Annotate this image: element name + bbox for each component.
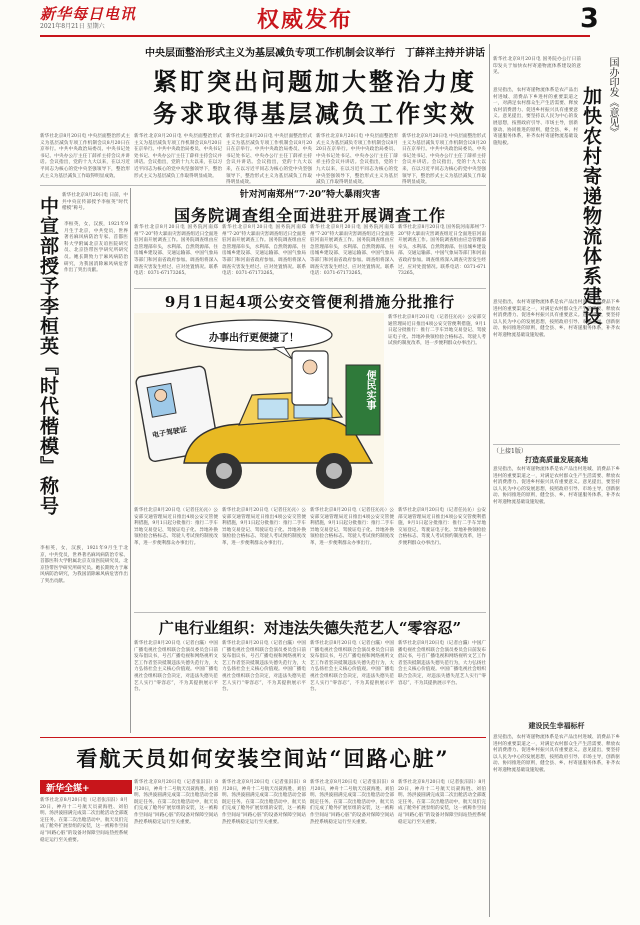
story3-col2: 新华社北京8月20日电（记者任沁沁）公安部交通管理局近日推出4项公安交管便利措施，9月1日起分批推行：推行二手车异地交易登记、驾驶证电子化、异地补换领检验合格标志、驾驶人考试预约制度改革，进一步便利群众办事出行。 (222, 508, 306, 546)
cartoon-illustration (134, 313, 384, 505)
story1-title-line1: 紧盯突出问题加大整治力度 (153, 67, 477, 96)
right-column-rule (489, 44, 490, 917)
story5-col5: 新华社北京8月20日电（记者张汨汨）8月20日，神舟十二号航天员聂海胜、刘伯明、汤洪波圆满完成第二次出舱活动全部既定任务。在第二次出舱活动中，航天员们完成了舱外扩展泵组的安装，这一被称作空间站“回路心脏”的设备对保障空间站热控系统稳定运行至关重要。 (398, 780, 486, 825)
story2-title: 国务院调查组全面进驻开展调查工作 (173, 206, 446, 225)
story4-bottom-rule (40, 737, 486, 738)
story3-title: 9月1日起4项公安交管便利措施分批推行 (164, 293, 456, 311)
story3-bottom-rule (134, 612, 486, 613)
right-subhead-1: 打造高质量发展高地 (525, 455, 588, 464)
right-headline: 加快农村寄递物流体系建设 (580, 86, 602, 326)
right-body-a: 意见指出，农村寄递物流体系是农产品出村进城、消费品下乡进村的重要渠道之一，对满足农村群众生产生活需要、释放农村消费潜力、促进乡村振兴具有重要意义。意见提出，要坚持以人民为中心的发展思想，按照政府引导、市场主导，创新驱动、协同推进的原则，健全县、乡、村寄递服务体系，补齐农村寄递物流基础设施短板。 (493, 88, 578, 146)
story1-col3: 新华社北京8月20日电 中央层面整治形式主义为基层减负专项工作机制会议8月20日在京举行。中共中央政治局委员、中央书记处书记、中央办公厅主任丁薛祥主持会议并讲话。会议指出，党的十九大以来，在以习近平同志为核心的党中央坚强领导下，整治形式主义为基层减负工作取得明显成效。 (226, 134, 312, 186)
story1-col2: 新华社北京8月20日电 中央层面整治形式主义为基层减负专项工作机制会议8月20日在京举行。中共中央政治局委员、中央书记处书记、中央办公厅主任丁薛祥主持会议并讲话。会议指出，党的十九大以来，在以习近平同志为核心的党中央坚强领导下，整治形式主义为基层减负工作取得明显成效。 (134, 134, 222, 179)
cartoon-bubble-text: 办事出行更便捷了！ (209, 333, 299, 344)
paper-logo: 新华每日电讯 (40, 5, 137, 23)
page-number: 3 (580, 3, 599, 34)
masthead (0, 0, 640, 40)
story1-lead: 新华社北京8月20日电 中央层面整治形式主义为基层减负专项工作机制会议8月20日在京举行。中共中央政治局委员、中央书记处书记、中央办公厅主任丁薛祥主持会议并讲话。会议指出，党的十九大以来，在以习近平同志为核心的党中央坚强领导下，整治形式主义为基层减负工作取得明显成效。 (40, 134, 130, 179)
story5-col3: 新华社北京8月20日电（记者张汨汨）8月20日，神舟十二号航天员聂海胜、刘伯明、汤洪波圆满完成第二次出舱活动全部既定任务。在第二次出舱活动中，航天员们完成了舱外扩展泵组的安装，这一被称作空间站“回路心脏”的设备对保障空间站热控系统稳定运行至关重要。 (222, 780, 306, 825)
right-divider-1 (493, 444, 620, 445)
right-kicker: 国办印发《意见》 (607, 57, 618, 137)
story5-title: 看航天员如何安装空间站“回路心脏” (76, 746, 450, 771)
continued-mark: （上接1版） (493, 448, 527, 455)
right-dateline: 新华社北京8月20日电 国务院办公厅日前印发关于加快农村寄递物流体系建设的意见。 (493, 57, 581, 76)
left-column-rule (130, 188, 131, 733)
story1-bottom-rule (40, 185, 486, 186)
left-headline: 中宣部授予李桓英『时代楷模』称号 (37, 196, 59, 516)
story2-bottom-rule (134, 288, 486, 289)
left-body-b: 李桓英，女，汉族，1921年9月生于北京，中共党员，世界著名麻风病防治专家、首都医科大学附属北京友谊医院研究员、北京热带医学研究所研究员。她长期致力于麻风病防治研究，为我国消除麻风病危害作出了突出贡献。 (40, 546, 128, 584)
story4-col1: 新华社北京8月20日电（记者白瀛）中国广播电视社会组织联合会演员委员会日前发布倡议书，号召广播电视和网络视听文艺工作者坚决抵制违法失德失范行为，大力弘扬社会主义核心价值观。中国广播电视社会组织联合会决定，对违法失德失范艺人实行“零容忍”，不为其提供展示平台。 (134, 641, 218, 693)
story3-col-right: 新华社北京8月20日电（记者任沁沁）公安部交通管理局近日推出4项公安交管便利措施，9月1日起分批推行：推行二手车异地交易登记、驾驶证电子化、异地补换领检验合格标志、驾驶人考试预约制度改革，进一步便利群众办事出行。 (388, 315, 486, 347)
story1-title-line2: 务求取得基层减负工作实效 (153, 99, 477, 128)
left-dateline: 新华社北京8月20日电 日前，中共中央宣传部授予李桓英“时代楷模”称号。 (62, 193, 128, 212)
story2-col4: 新华社北京8月20日电 国务院河南郑州“7·20”特大暴雨灾害调查组近日全面进驻河南开展调查工作。国务院调查组由应急管理部牵头，水利部、自然资源部、住房城乡建设部、交通运输部、中国气象局等部门和河南省政府参加。调查组将深入调查灾害发生经过、应对处置情况。联系电话：0371-67173265。 (398, 225, 486, 277)
story2-col1: 新华社北京8月20日电 国务院河南郑州“7·20”特大暴雨灾害调查组近日全面进驻河南开展调查工作。国务院调查组由应急管理部牵头，水利部、自然资源部、住房城乡建设部、交通运输部、中国气象局等部门和河南省政府参加。调查组将深入调查灾害发生经过、应对处置情况。联系电话：0371-67173265。 (134, 225, 218, 277)
left-body-a: 李桓英，女，汉族，1921年9月生于北京，中共党员，世界著名麻风病防治专家、首都医科大学附属北京友谊医院研究员、北京热带医学研究所研究员。她长期致力于麻风病防治研究，为我国消除麻风病危害作出了突出贡献。 (64, 222, 128, 274)
story4-title: 广电行业组织：对违法失德失范艺人“零容忍” (158, 619, 462, 637)
story5-col2: 新华社北京8月20日电（记者张汨汨）8月20日，神舟十二号航天员聂海胜、刘伯明、汤洪波圆满完成第二次出舱活动全部既定任务。在第二次出舱活动中，航天员们完成了舱外扩展泵组的安装，这一被称作空间站“回路心脏”的设备对保障空间站热控系统稳定运行至关重要。 (134, 780, 218, 825)
story1-col5: 新华社北京8月20日电 中央层面整治形式主义为基层减负专项工作机制会议8月20日在京举行。中共中央政治局委员、中央书记处书记、中央办公厅主任丁薛祥主持会议并讲话。会议指出，党的十九大以来，在以习近平同志为核心的党中央坚强领导下，整治形式主义为基层减负工作取得明显成效。 (402, 134, 486, 186)
right-subhead-2: 建设民生幸福标杆 (528, 721, 585, 730)
story4-col3: 新华社北京8月20日电（记者白瀛）中国广播电视社会组织联合会演员委员会日前发布倡议书，号召广播电视和网络视听文艺工作者坚决抵制违法失德失范行为，大力弘扬社会主义核心价值观。中国广播电视社会组织联合会决定，对违法失德失范艺人实行“零容忍”，不为其提供展示平台。 (310, 641, 394, 693)
story2-kicker: 针对河南郑州“7·20”特大暴雨灾害 (239, 190, 381, 200)
story5-col4: 新华社北京8月20日电（记者张汨汨）8月20日，神舟十二号航天员聂海胜、刘伯明、汤洪波圆满完成第二次出舱活动全部既定任务。在第二次出舱活动中，航天员们完成了舱外扩展泵组的安装，这一被称作空间站“回路心脏”的设备对保障空间站热控系统稳定运行至关重要。 (310, 780, 394, 825)
story2-col3: 新华社北京8月20日电 国务院河南郑州“7·20”特大暴雨灾害调查组近日全面进驻河南开展调查工作。国务院调查组由应急管理部牵头，水利部、自然资源部、住房城乡建设部、交通运输部、中国气象局等部门和河南省政府参加。调查组将深入调查灾害发生经过、应对处置情况。联系电话：0371-67173265。 (310, 225, 394, 277)
section-title: 权威发布 (257, 7, 354, 33)
story4-col4: 新华社北京8月20日电（记者白瀛）中国广播电视社会组织联合会演员委员会日前发布倡议书，号召广播电视和网络视听文艺工作者坚决抵制违法失德失范行为，大力弘扬社会主义核心价值观。中国广播电视社会组织联合会决定，对违法失德失范艺人实行“零容忍”，不为其提供展示平台。 (398, 641, 486, 686)
issue-date: 2021年8月21日 星期六 (40, 23, 105, 30)
story2-col2: 新华社北京8月20日电 国务院河南郑州“7·20”特大暴雨灾害调查组近日全面进驻河南开展调查工作。国务院调查组由应急管理部牵头，水利部、自然资源部、住房城乡建设部、交通运输部、中国气象局等部门和河南省政府参加。调查组将深入调查灾害发生经过、应对处置情况。联系电话：0371-67173265。 (222, 225, 306, 277)
story5-tag-label: 新华全媒+ (46, 784, 90, 794)
story1-col4: 新华社北京8月20日电 中央层面整治形式主义为基层减负专项工作机制会议8月20日在京举行。中共中央政治局委员、中央书记处书记、中央办公厅主任丁薛祥主持会议并讲话。会议指出，党的十九大以来，在以习近平同志为核心的党中央坚强领导下，整治形式主义为基层减负工作取得明显成效。 (316, 134, 398, 186)
right-body-d: 意见指出，农村寄递物流体系是农产品出村进城、消费品下乡进村的重要渠道之一，对满足农村群众生产生活需要、释放农村消费潜力、促进乡村振兴具有重要意义。意见提出，要坚持以人民为中心的发展思想，按照政府引导、市场主导，创新驱动、协同推进的原则，健全县、乡、村寄递服务体系，补齐农村寄递物流基础设施短板。 (493, 735, 620, 773)
story3-col3: 新华社北京8月20日电（记者任沁沁）公安部交通管理局近日推出4项公安交管便利措施，9月1日起分批推行：推行二手车异地交易登记、驾驶证电子化、异地补换领检验合格标志、驾驶人考试预约制度改革，进一步便利群众办事出行。 (310, 508, 394, 546)
story3-col1: 新华社北京8月20日电（记者任沁沁）公安部交通管理局近日推出4项公安交管便利措施，9月1日起分批推行：推行二手车异地交易登记、驾驶证电子化、异地补换领检验合格标志、驾驶人考试预约制度改革，进一步便利群众办事出行。 (134, 508, 218, 546)
story1-kicker: 中央层面整治形式主义为基层减负专项工作机制会议举行 丁薛祥主持并讲话 (145, 48, 485, 59)
cartoon-sign-label: 便民实事 (364, 370, 375, 410)
story5-tag (40, 780, 132, 794)
story4-col2: 新华社北京8月20日电（记者白瀛）中国广播电视社会组织联合会演员委员会日前发布倡议书，号召广播电视和网络视听文艺工作者坚决抵制违法失德失范行为，大力弘扬社会主义核心价值观。中国广播电视社会组织联合会决定，对违法失德失范艺人实行“零容忍”，不为其提供展示平台。 (222, 641, 306, 693)
story5-col1: 新华社北京8月20日电（记者张汨汨）8月20日，神舟十二号航天员聂海胜、刘伯明、汤洪波圆满完成第二次出舱活动全部既定任务。在第二次出舱活动中，航天员们完成了舱外扩展泵组的安装，这一被称作空间站“回路心脏”的设备对保障空间站热控系统稳定运行至关重要。 (40, 798, 128, 843)
story3-col4: 新华社北京8月20日电（记者任沁沁）公安部交通管理局近日推出4项公安交管便利措施，9月1日起分批推行：推行二手车异地交易登记、驾驶证电子化、异地补换领检验合格标志、驾驶人考试预约制度改革，进一步便利群众办事出行。 (398, 508, 486, 546)
cartoon-card-label: 电子驾驶证 (151, 424, 188, 440)
right-body-b: 意见指出，农村寄递物流体系是农产品出村进城、消费品下乡进村的重要渠道之一，对满足农村群众生产生活需要、释放农村消费潜力、促进乡村振兴具有重要意义。意见提出，要坚持以人民为中心的发展思想，按照政府引导、市场主导，创新驱动、协同推进的原则，健全县、乡、村寄递服务体系，补齐农村寄递物流基础设施短板。 (493, 300, 620, 338)
right-body-c: 意见指出，农村寄递物流体系是农产品出村进城、消费品下乡进村的重要渠道之一，对满足农村群众生产生活需要、释放农村消费潜力、促进乡村振兴具有重要意义。意见提出，要坚持以人民为中心的发展思想，按照政府引导、市场主导，创新驱动、协同推进的原则，健全县、乡、村寄递服务体系，补齐农村寄递物流基础设施短板。 (493, 467, 620, 505)
masthead-rule (40, 35, 590, 37)
